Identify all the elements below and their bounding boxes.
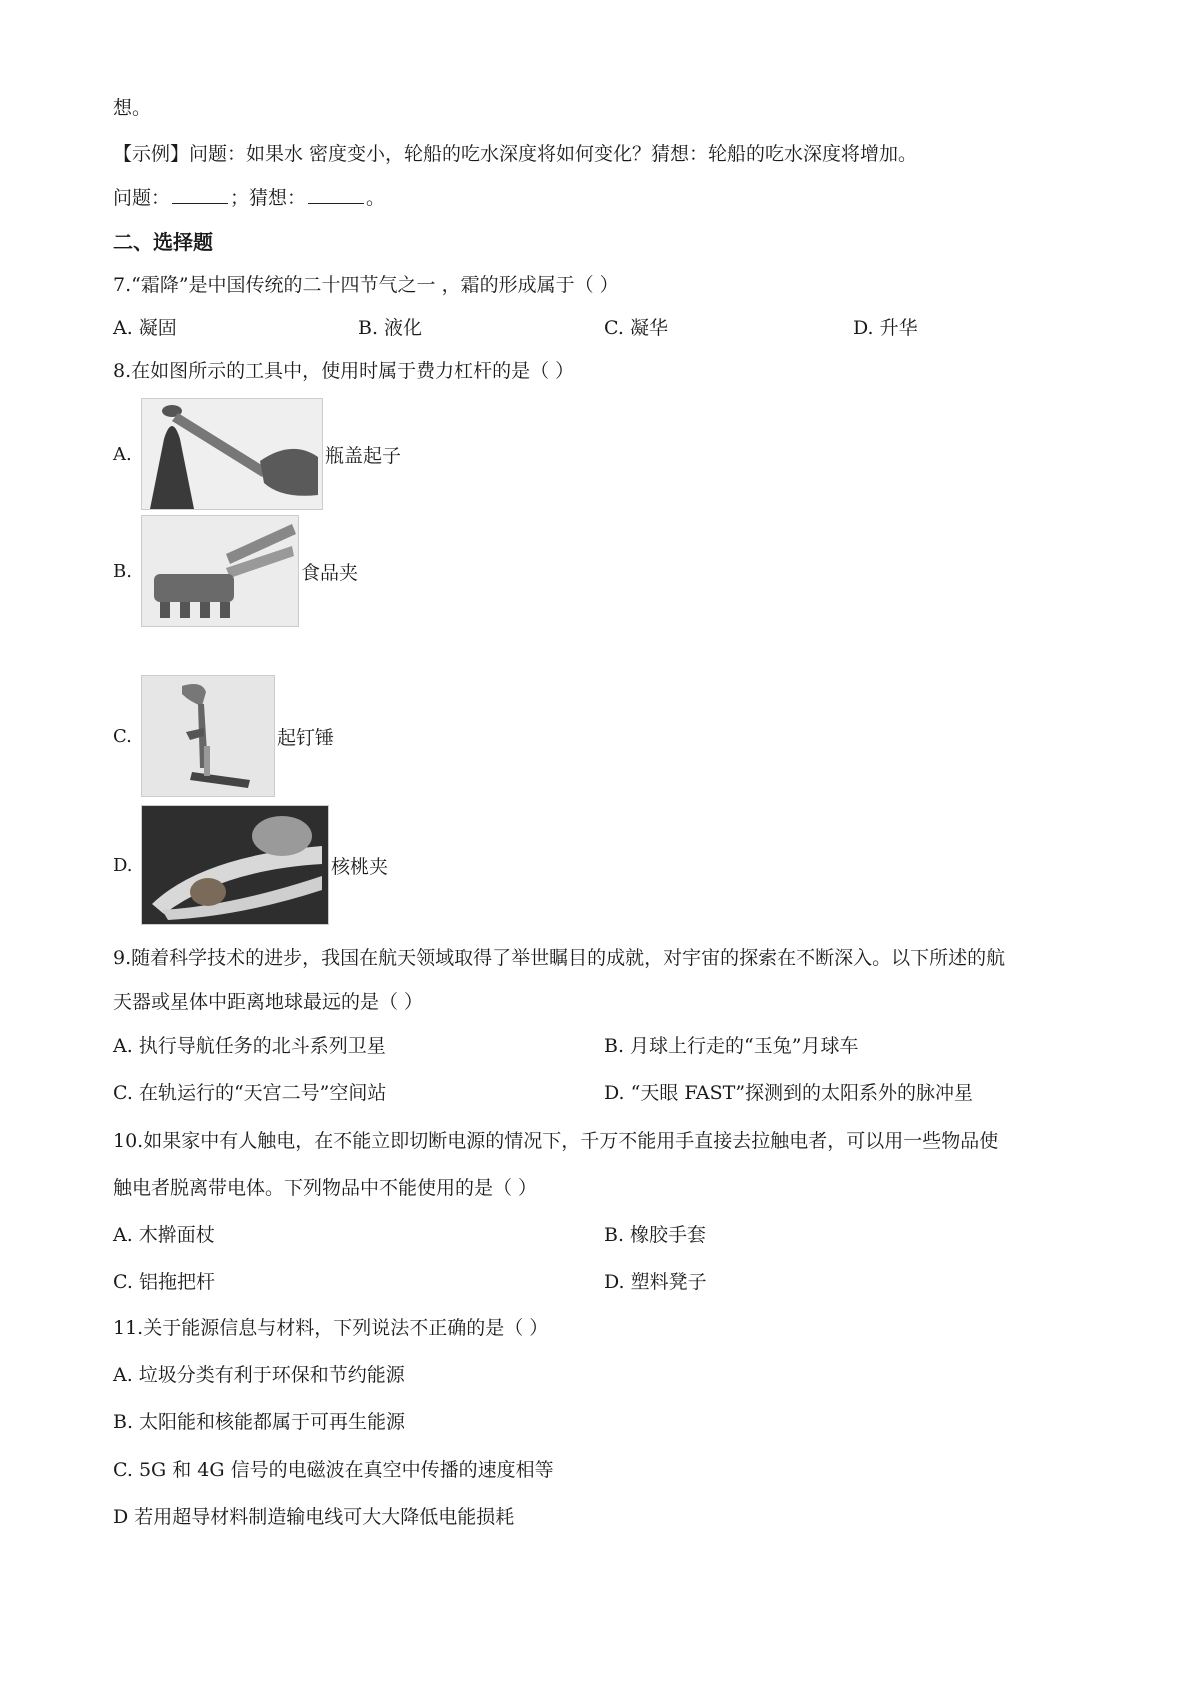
bottle-opener-image [141,398,323,510]
q8-option-d[interactable] [113,805,388,925]
q8-stem: 8.在如图所示的工具中，使用时属于费力杠杆的是（ ） [113,360,575,382]
q10-option-c[interactable]: C. 铝拖把杆 [113,1271,215,1293]
q8-option-a[interactable] [113,398,401,510]
q9-option-a[interactable]: A. 执行导航任务的北斗系列卫星 [113,1035,386,1057]
intro-tail: 想。 [113,97,152,119]
option-label: 核桃夹 [331,855,389,878]
q9-option-b[interactable]: B. 月球上行走的“玉兔”月球车 [604,1035,859,1057]
guess-blank[interactable] [308,187,364,204]
q8-option-c[interactable] [113,675,334,797]
option-letter: A. [113,443,132,465]
q7-option-c[interactable]: C. 凝华 [604,317,668,339]
q7-option-a[interactable]: A. 凝固 [113,317,177,339]
q7-option-b[interactable]: B. 液化 [358,317,423,339]
q10-option-d[interactable]: D. 塑料凳子 [604,1271,707,1293]
option-label: 瓶盖起子 [325,444,402,467]
option-letter: C. [113,725,132,747]
q10-stem-line1: 10.如果家中有人触电，在不能立即切断电源的情况下，千万不能用手直接去拉触电者，可以用一些物品使 [113,1130,999,1152]
q11-option-c[interactable]: C. 5G 和 4G 信号的电磁波在真空中传播的速度相等 [113,1459,554,1481]
q11-option-a[interactable]: A. 垃圾分类有利于环保和节约能源 [113,1364,405,1386]
option-label: 食品夹 [301,561,359,584]
q11-option-b[interactable]: B. 太阳能和核能都属于可再生能源 [113,1411,406,1433]
q10-stem-line2: 触电者脱离带电体。下列物品中不能使用的是（ ） [113,1177,538,1199]
q8-option-b[interactable] [113,515,358,627]
q11-option-d[interactable]: D 若用超导材料制造输电线可大大降低电能损耗 [113,1506,515,1528]
food-tongs-image [141,515,299,627]
q10-option-b[interactable]: B. 橡胶手套 [604,1224,707,1246]
q9-option-d[interactable]: D. “天眼 FAST”探测到的太阳系外的脉冲星 [604,1082,974,1104]
q10-option-a[interactable]: A. 木擀面杖 [113,1224,215,1246]
q9-option-c[interactable]: C. 在轨运行的“天宫二号”空间站 [113,1082,387,1104]
nutcracker-image [141,805,329,925]
q11-stem: 11.关于能源信息与材料，下列说法不正确的是（ ） [113,1317,549,1339]
option-letter: B. [113,560,132,582]
section-heading: 二、选择题 [113,230,213,254]
line-end: 。 [366,187,386,209]
q7-option-d[interactable]: D. 升华 [853,317,918,339]
example-line: 【示例】问题：如果水 密度变小，轮船的吃水深度将如何变化？猜想：轮船的吃水深度将增加。 [113,143,918,165]
claw-hammer-image [141,675,275,797]
q9-stem-line1: 9.随着科学技术的进步，我国在航天领域取得了举世瞩目的成就，对宇宙的探索在不断深入。以下所述的航 [113,947,1006,969]
q9-stem-line2: 天器或星体中距离地球最远的是（ ） [113,991,424,1013]
option-letter: D. [113,854,133,876]
question-guess-line [113,186,385,210]
guess-label: ；猜想： [230,187,307,209]
question-label: 问题： [113,187,171,209]
question-blank[interactable] [172,187,228,204]
option-label: 起钉锤 [277,726,335,749]
q7-stem: 7.“霜降”是中国传统的二十四节气之一 ，霜的形成属于（ ） [113,274,619,296]
